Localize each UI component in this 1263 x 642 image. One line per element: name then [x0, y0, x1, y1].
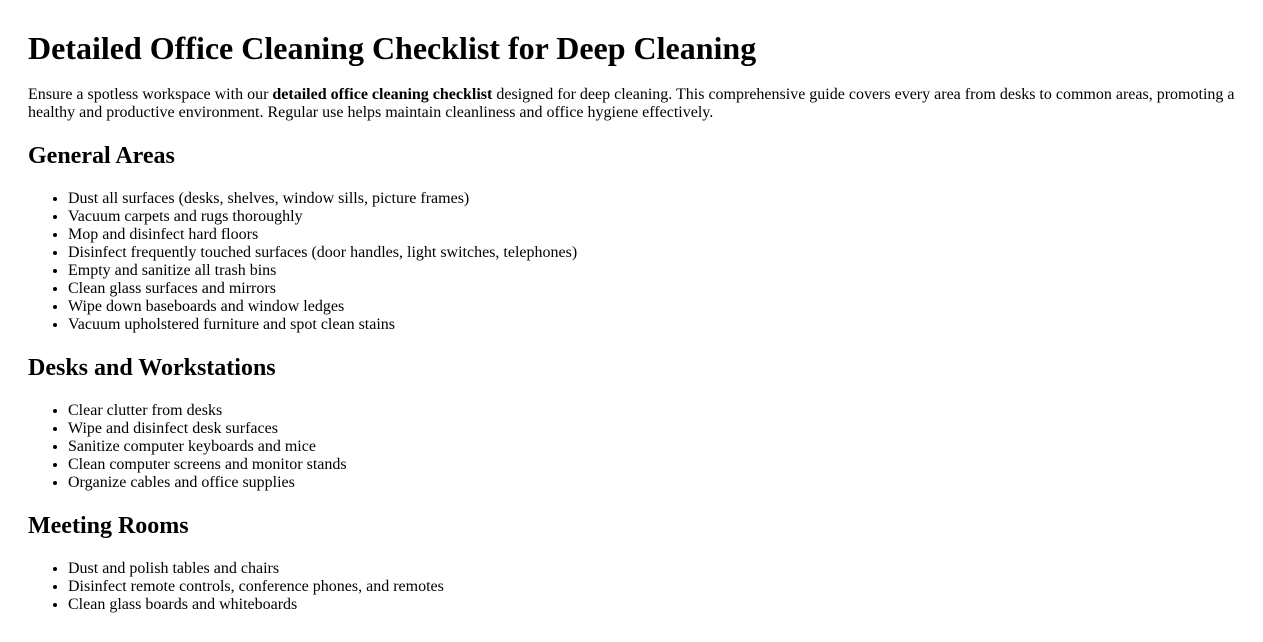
checklist-item: • Vacuum upholstered furniture and spot clean stains: [68, 316, 1235, 334]
checklist: [28, 402, 1235, 492]
document-page: [0, 30, 1263, 614]
intro-text-end: designed for deep cleaning. This comprehensive guide covers every area from desks to common areas, promoting a healthy and productive environment. Regular use helps maintain cleanliness and office hygiene effectively.: [28, 86, 1235, 121]
checklist-item: • Vacuum carpets and rugs thoroughly: [68, 208, 1235, 226]
checklist-item: • Dust and polish tables and chairs: [68, 560, 1235, 578]
section-heading: Meeting Rooms: [28, 513, 189, 539]
intro-paragraph: [28, 86, 1235, 122]
intro-bold-phrase: detailed office cleaning checklist: [272, 86, 493, 103]
checklist-item: • Disinfect frequently touched surfaces (door handles, light switches, telephones): [68, 244, 1235, 262]
checklist-item: • Wipe down baseboards and window ledges: [68, 298, 1235, 316]
section-meeting-rooms: [28, 512, 1235, 614]
section-desks-workstations: [28, 354, 1235, 492]
checklist-item: • Disinfect remote controls, conference phones, and remotes: [68, 578, 1235, 596]
checklist: [28, 190, 1235, 334]
checklist-item: • Empty and sanitize all trash bins: [68, 262, 1235, 280]
section-heading: General Areas: [28, 143, 175, 169]
checklist-item: • Dust all surfaces (desks, shelves, window sills, picture frames): [68, 190, 1235, 208]
checklist-item: • Clean glass surfaces and mirrors: [68, 280, 1235, 298]
checklist-item: • Clear clutter from desks: [68, 402, 1235, 420]
checklist: [28, 560, 1235, 614]
checklist-item: • Clean glass boards and whiteboards: [68, 596, 1235, 614]
intro-text-start: Ensure a spotless workspace with our: [28, 86, 273, 103]
section-heading: Desks and Workstations: [28, 355, 276, 381]
page-title: Detailed Office Cleaning Checklist for Deep Cleaning: [28, 30, 757, 66]
section-general-areas: [28, 142, 1235, 334]
checklist-item: • Organize cables and office supplies: [68, 474, 1235, 492]
checklist-item: • Mop and disinfect hard floors: [68, 226, 1235, 244]
checklist-item: • Wipe and disinfect desk surfaces: [68, 420, 1235, 438]
checklist-item: • Clean computer screens and monitor stands: [68, 456, 1235, 474]
checklist-item: • Sanitize computer keyboards and mice: [68, 438, 1235, 456]
